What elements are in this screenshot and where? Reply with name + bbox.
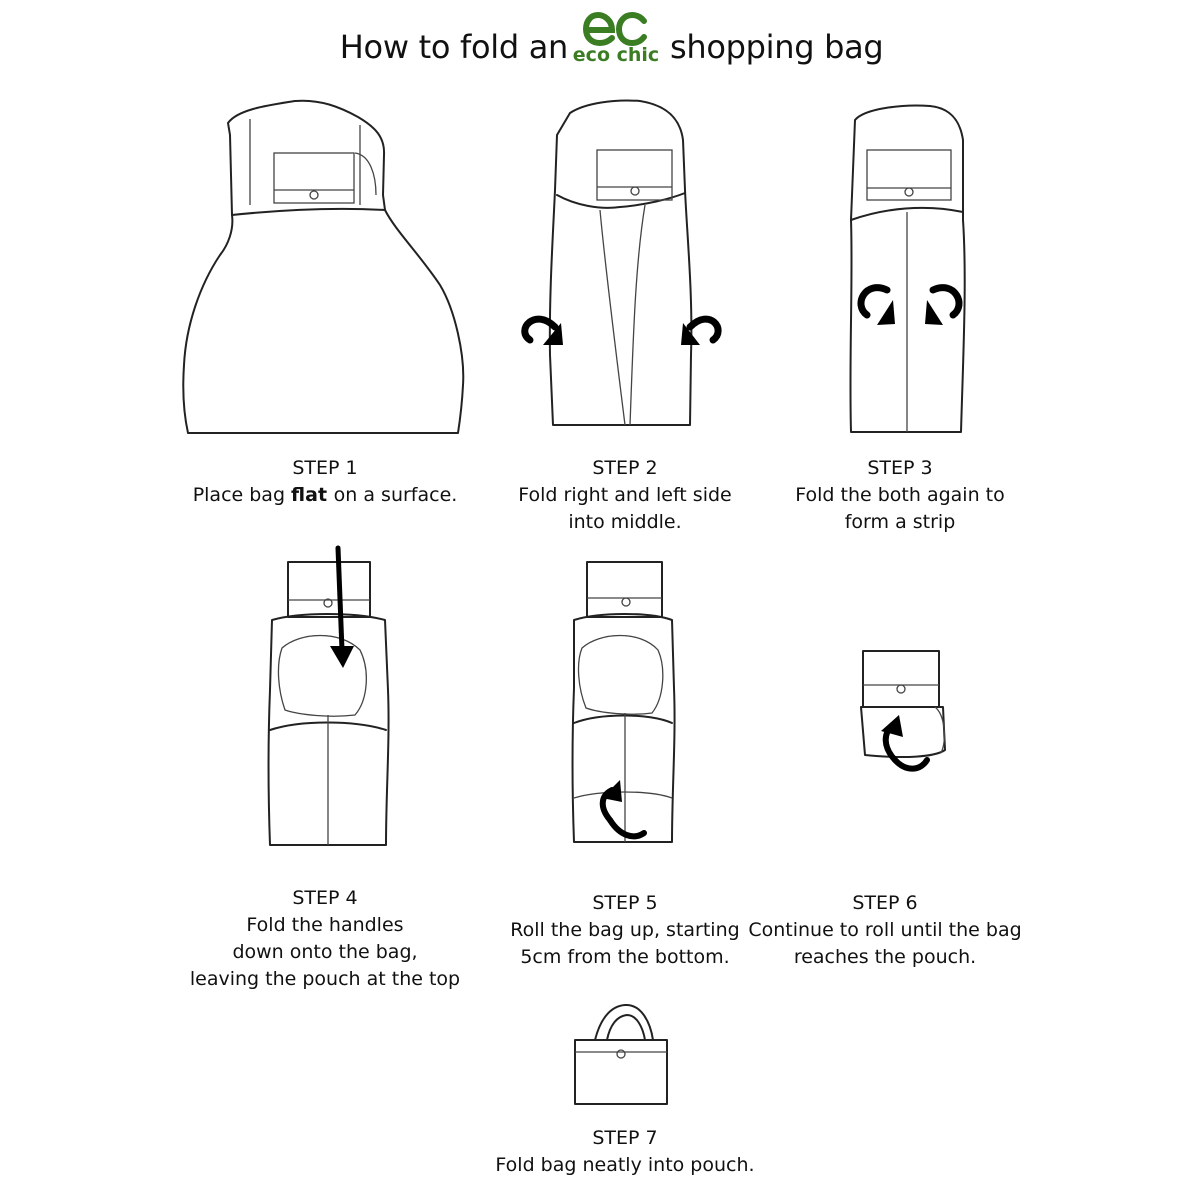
title-text-after: shopping bag bbox=[670, 28, 884, 66]
eco-chic-logo bbox=[562, 12, 670, 72]
step-1-caption bbox=[160, 455, 490, 509]
step-4-text-line3: leaving the pouch at the top bbox=[189, 968, 461, 990]
step-7-caption bbox=[470, 1125, 780, 1179]
eco-chic-logo-icon bbox=[582, 12, 650, 46]
step-1-text-emphasis: flat bbox=[291, 484, 334, 506]
step-2-text-line2: into middle. bbox=[568, 511, 682, 533]
step-3-text-line2: form a strip bbox=[844, 511, 956, 533]
step-4-text-line2: down onto the bag, bbox=[232, 941, 418, 963]
step-4-illustration bbox=[260, 540, 395, 850]
step-5-text-line2: 5cm from the bottom. bbox=[520, 946, 730, 968]
page-title bbox=[0, 12, 1200, 72]
step-7-text-line1: Fold bag neatly into pouch. bbox=[495, 1154, 755, 1176]
step-2-illustration bbox=[515, 95, 730, 440]
step-1-text-a: Place bag bbox=[192, 484, 292, 506]
step-4-caption bbox=[160, 885, 490, 993]
step-5-caption bbox=[470, 890, 780, 971]
step-6-label: STEP 6 bbox=[852, 892, 918, 914]
step-2-label: STEP 2 bbox=[592, 457, 658, 479]
step-4-text-line1: Fold the handles bbox=[246, 914, 404, 936]
step-6-text-line2: reaches the pouch. bbox=[793, 946, 977, 968]
step-1-illustration bbox=[180, 95, 470, 440]
step-5-text-line1: Roll the bag up, starting bbox=[510, 919, 740, 941]
step-7-label: STEP 7 bbox=[592, 1127, 658, 1149]
step-5-illustration bbox=[560, 558, 680, 848]
step-1-text-b: on a surface. bbox=[333, 484, 458, 506]
step-4-label: STEP 4 bbox=[292, 887, 358, 909]
step-7-illustration bbox=[565, 1000, 675, 1110]
step-3-text-line1: Fold the both again to bbox=[795, 484, 1005, 506]
step-1-label: STEP 1 bbox=[292, 457, 358, 479]
step-2-text-line1: Fold right and left side bbox=[518, 484, 732, 506]
step-3-illustration bbox=[845, 100, 975, 440]
step-5-label: STEP 5 bbox=[592, 892, 658, 914]
title-text-before: How to fold an bbox=[339, 28, 568, 66]
step-2-caption bbox=[470, 455, 780, 536]
step-3-label: STEP 3 bbox=[867, 457, 933, 479]
step-6-caption bbox=[740, 890, 1030, 971]
eco-chic-wordmark: eco chic bbox=[572, 44, 660, 66]
step-3-caption bbox=[760, 455, 1040, 536]
step-6-text-line1: Continue to roll until the bag bbox=[748, 919, 1022, 941]
step-6-illustration bbox=[855, 645, 950, 775]
